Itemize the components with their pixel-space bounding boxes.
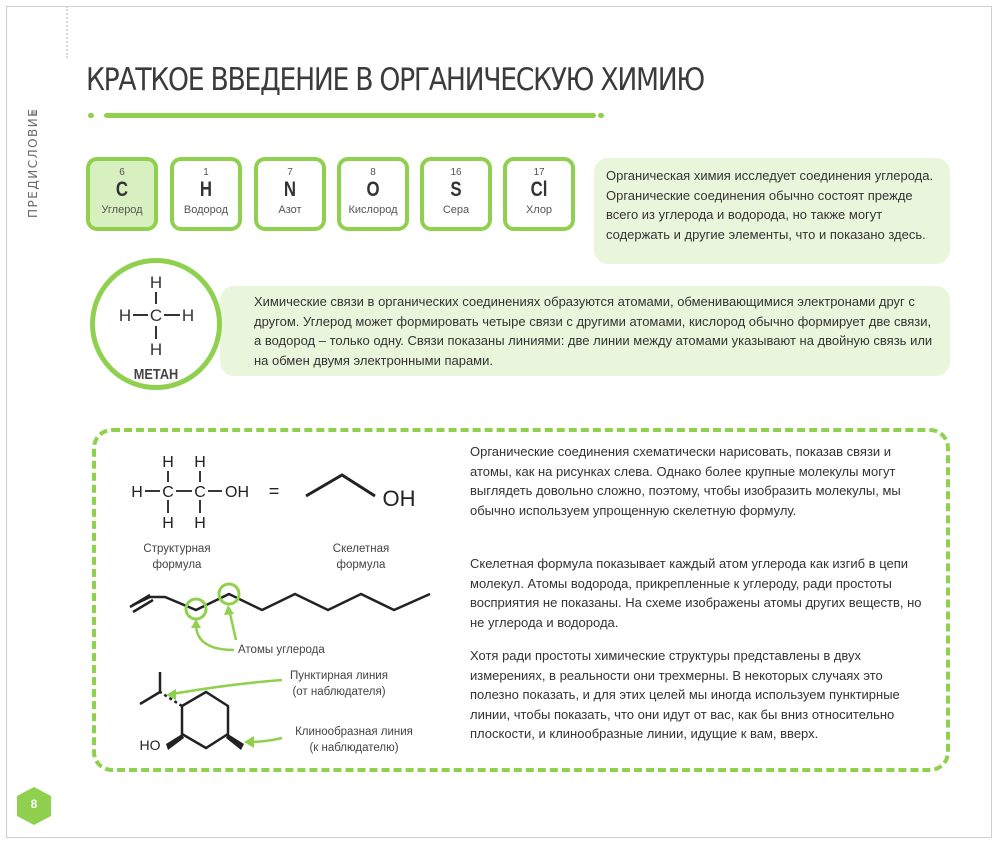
element-name: Хлор — [525, 204, 553, 216]
element-symbol: N — [283, 178, 297, 201]
dotted-line-arrow — [172, 680, 282, 694]
structural-formula — [131, 454, 249, 532]
structural-caption: Структурная формула — [143, 543, 211, 571]
paragraph-3: Хотя ради простоты химические структуры представлены в двух измерениях, в реальности они трехмерны. В некоторых случаях это полезно показать, и для этих целей мы иногда используем пунктирные линии, чтобы показать, что они идут от вас, как бы вниз относительно плоскости, и клинообразные линии, идущие к вам, вверх. — [470, 648, 900, 741]
element-number: 8 — [370, 167, 376, 178]
element-number: 6 — [119, 167, 125, 178]
element-number: 17 — [533, 167, 545, 178]
element-symbol: S — [450, 178, 462, 201]
skeletal-oh: OH — [382, 486, 416, 511]
arrowhead — [191, 619, 201, 628]
page-number: 8 — [30, 797, 38, 811]
element-symbol: Cl — [530, 178, 548, 201]
paragraph-1: Органические соединения схематически нарисовать, показав связи и атомы, как на рисунках слева. Однако более крупные молекулы могут выглядеть довольно сложно, поэтому, чтобы изобразить молекулы, мы обычно используем упрощенную скелетную формулу. — [470, 444, 901, 518]
element-name: Углерод — [101, 204, 143, 216]
element-name: Сера — [442, 204, 470, 216]
aldehyde-chain — [130, 594, 430, 612]
element-name: Кислород — [348, 204, 398, 216]
arrowhead — [244, 736, 254, 748]
atom-h: H — [194, 515, 206, 532]
atom-h: H — [194, 454, 206, 471]
wedge-bond-ho — [166, 734, 184, 750]
methane-label: МЕТАН — [133, 366, 179, 383]
methane-atom-bottom: H — [149, 340, 163, 359]
element-symbol: H — [199, 178, 213, 201]
atom-h: H — [131, 484, 143, 501]
intro-text: Органическая химия исследует соединения углерода. Органические соединения обычно состоят прежде всего из углерода и водорода, но также могут содержать и другие элементы, что и показано здесь. — [606, 168, 934, 242]
element-number: 1 — [203, 167, 209, 178]
element-name: Азот — [278, 204, 302, 216]
dotted-line-caption: Пунктирная линия (от наблюдателя) — [290, 670, 388, 698]
methane-atom-top: H — [149, 273, 163, 292]
atom-h: H — [162, 515, 174, 532]
equals-sign: = — [268, 481, 280, 501]
element-number: 16 — [450, 167, 462, 178]
bonds-text: Химические связи в органических соединениях образуются атомами, обменивающимися электронами друг с другом. Углерод может формировать четыре связи с другими атомами, кислород обычно формирует две связи, а водород – только одну. Связи показаны линиями: две линии между атомами указывают на двойную связь или на обмен двумя электронными парами. — [254, 294, 933, 368]
carbon-atoms-label: Атомы углерода — [238, 644, 325, 656]
element-symbol: O — [366, 178, 380, 201]
skeletal-chain — [306, 475, 375, 496]
atom-c: C — [194, 484, 206, 501]
element-number: 7 — [287, 167, 293, 178]
methane-atom-left: H — [118, 306, 132, 325]
wedge-line-arrow — [250, 738, 282, 742]
methane-atom-right: H — [181, 306, 195, 325]
group-oh: OH — [225, 484, 249, 501]
page-title: КРАТКОЕ ВВЕДЕНИЕ В ОРГАНИЧЕСКУЮ ХИМИЮ — [86, 62, 704, 98]
wedge-line-caption: Клинообразная линия (к наблюдателю) — [295, 726, 413, 754]
wedge-bond-right — [226, 734, 244, 750]
arrowhead — [224, 605, 234, 615]
ho-label: HO — [139, 737, 161, 753]
skeletal-caption: Скелетная формула — [332, 543, 390, 571]
carbon-arrow-1 — [196, 624, 234, 650]
atom-h: H — [162, 454, 174, 471]
element-name: Водород — [183, 204, 229, 216]
paragraph-2: Скелетная формула показывает каждый атом углерода как изгиб в цепи молекул. Атомы водорода, прикрепленные к углероду, ради простоты восприятия не показаны. На схеме изображены атомы других веществ, но не углерода и водорода. — [470, 556, 922, 630]
element-symbol: C — [115, 178, 129, 201]
structural-bonds — [145, 471, 222, 513]
atom-c: C — [162, 484, 174, 501]
side-section-label: ПРЕДИСЛОВИЕ — [26, 107, 40, 218]
methane-atom-center: C — [149, 306, 163, 325]
